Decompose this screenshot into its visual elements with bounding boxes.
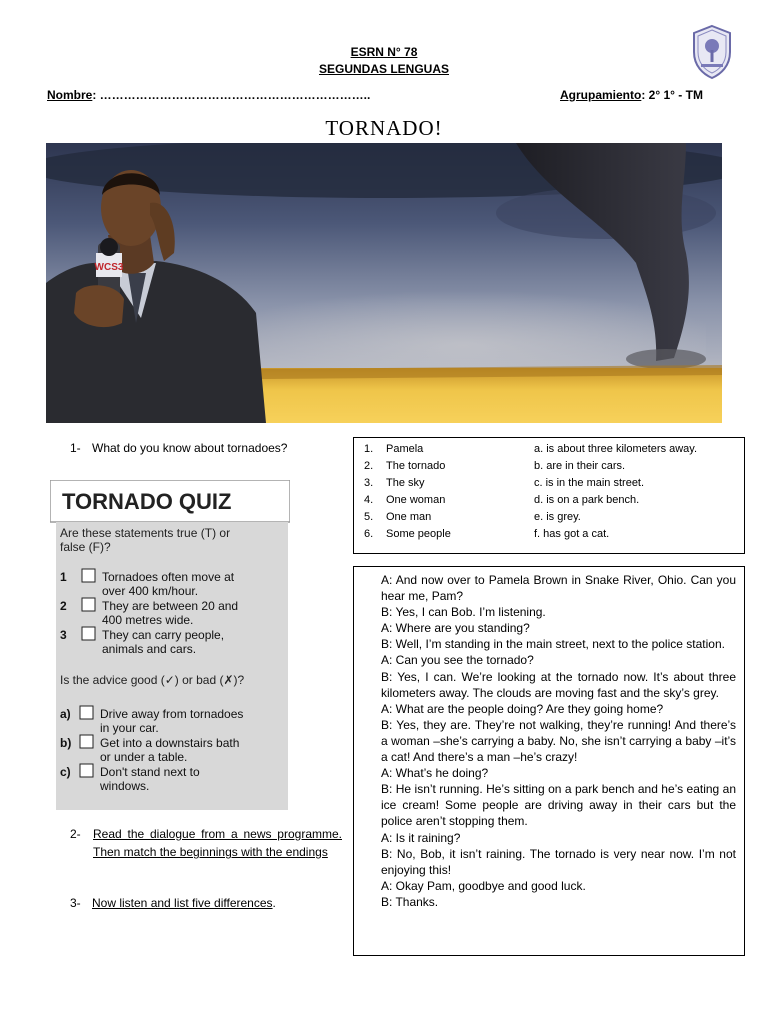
agrupamiento-value: : 2° 1° - TM <box>641 88 703 102</box>
question-1-text: What do you know about tornadoes? <box>92 441 288 455</box>
matching-number: 6. <box>364 528 374 540</box>
quiz-intro-line-1: Are these statements true (T) or <box>60 526 231 540</box>
question-3-number: 3- <box>70 896 81 910</box>
matching-ending: a. is about three kilometers away. <box>534 443 698 455</box>
dialogue-line: A: Can you see the tornado? <box>381 653 534 668</box>
advice-b-line-1: Get into a downstairs bath <box>100 736 240 750</box>
department-name: SEGUNDAS LENGUAS <box>318 62 449 76</box>
matching-number: 3. <box>364 477 374 489</box>
matching-ending: e. is grey. <box>534 511 581 523</box>
dialogue-text <box>381 572 736 910</box>
statement-3-line-1: They can carry people, <box>102 628 225 642</box>
question-2-text: Read the dialogue from a news programme. Then match the beginnings with the endings <box>93 827 342 859</box>
matching-beginning: One man <box>386 511 432 523</box>
mic-flag-text: WCS3 <box>94 262 124 273</box>
statement-1-line-2: over 400 km/hour. <box>102 584 199 598</box>
matching-number: 1. <box>364 443 374 455</box>
school-shield-logo <box>690 24 734 80</box>
advice-b-checkbox[interactable] <box>80 735 93 748</box>
dialogue-box <box>353 566 745 956</box>
nombre-label: Nombre <box>47 88 93 102</box>
matching-row <box>354 511 744 528</box>
tornado-quiz-box <box>50 480 290 810</box>
reporter-tornado-photo <box>46 143 722 423</box>
advice-b-line-2: or under a table. <box>100 750 188 764</box>
dialogue-line: A: And now over to Pamela Brown in Snake River, Ohio. Can you hear me, Pam? <box>381 573 736 604</box>
dialogue-line: B: No, Bob, it isn’t raining. The tornado is very near now. I’m not enjoying this! <box>381 846 736 877</box>
quiz-title: TORNADO QUIZ <box>62 489 232 514</box>
statement-3-checkbox[interactable] <box>82 627 95 640</box>
matching-box <box>353 437 745 554</box>
statement-3-number: 3 <box>60 628 67 642</box>
matching-ending: c. is in the main street. <box>534 477 645 489</box>
matching-number: 4. <box>364 494 374 506</box>
matching-ending: d. is on a park bench. <box>534 494 640 506</box>
matching-beginning: Some people <box>386 528 451 540</box>
dialogue-line: B: Yes, I can Bob. I’m listening. <box>381 605 546 620</box>
statement-2-line-1: They are between 20 and <box>102 599 239 613</box>
dialogue-line: A: Okay Pam, goodbye and good luck. <box>381 878 586 893</box>
advice-c-label: c) <box>60 765 71 779</box>
question-2-number: 2- <box>70 827 81 841</box>
statement-2-line-2: 400 metres wide. <box>102 613 194 627</box>
matching-beginning: Pamela <box>386 443 424 455</box>
advice-b-label: b) <box>60 736 72 750</box>
matching-row <box>354 494 744 511</box>
question-3-text: Now listen and list five differences <box>92 896 273 910</box>
dialogue-line: B: Well, I’m standing in the main street, next to the police station. <box>381 637 725 652</box>
question-2 <box>70 825 342 861</box>
agrupamiento-label: Agrupamiento <box>560 88 642 102</box>
statement-1-checkbox[interactable] <box>82 569 95 582</box>
nombre-field <box>47 88 370 102</box>
advice-intro: Is the advice good (✓) or bad (✗)? <box>60 673 245 687</box>
matching-row <box>354 528 744 545</box>
nombre-blank: : ………………………………………………………….. <box>92 88 371 102</box>
matching-row <box>354 443 744 460</box>
matching-row <box>354 460 744 477</box>
dialogue-line: A: What are the people doing? Are they going home? <box>381 701 664 716</box>
matching-row <box>354 477 744 494</box>
matching-ending: f. has got a cat. <box>534 528 610 540</box>
statement-1-number: 1 <box>60 570 67 584</box>
matching-ending: b. are in their cars. <box>534 460 626 472</box>
advice-a-checkbox[interactable] <box>80 706 93 719</box>
matching-beginning: The tornado <box>386 460 446 472</box>
matching-beginning: The sky <box>386 477 425 489</box>
dialogue-line: B: Thanks. <box>381 894 439 909</box>
worksheet-title: TORNADO! <box>325 116 443 140</box>
quiz-intro-line-2: false (F)? <box>60 540 111 554</box>
matching-number: 5. <box>364 511 374 523</box>
question-3 <box>70 896 276 910</box>
advice-a-line-2: in your car. <box>100 721 159 735</box>
advice-c-line-1: Don't stand next to <box>100 765 200 779</box>
question-1 <box>70 441 287 455</box>
matching-number: 2. <box>364 460 374 472</box>
advice-a-label: a) <box>60 707 71 721</box>
dialogue-line: B: Yes, they are. They’re not walking, they’re running! And there’s a woman –she’s carrying a baby. No, she isn’t carrying a baby –it’s a cat! And there’s a man –he’s crazy! <box>381 717 736 765</box>
advice-c-line-2: windows. <box>100 779 150 793</box>
question-3-period: . <box>272 896 276 910</box>
advice-a-line-1: Drive away from tornadoes <box>100 707 244 721</box>
matching-beginning: One woman <box>386 494 446 506</box>
agrupamiento-field <box>560 88 703 102</box>
dialogue-line: B: He isn’t running. He’s sitting on a park bench and he’s eating an ice cream! Some people are driving away in their cars but the police aren’t stopping them. <box>381 782 736 829</box>
statement-3-line-2: animals and cars. <box>102 642 197 656</box>
question-1-number: 1- <box>70 441 81 455</box>
dialogue-line: A: What’s he doing? <box>381 766 489 781</box>
statement-1-line-1: Tornadoes often move at <box>102 570 235 584</box>
dialogue-line: A: Where are you standing? <box>381 621 530 636</box>
advice-c-checkbox[interactable] <box>80 764 93 777</box>
school-name: ESRN N° 78 <box>350 45 418 59</box>
dialogue-line: A: Is it raining? <box>381 830 461 845</box>
dialogue-line: B: Yes, I can. We’re looking at the tornado now. It’s about three kilometers away. The clouds are moving fast and the sky’s grey. <box>381 669 736 700</box>
statement-2-checkbox[interactable] <box>82 598 95 611</box>
statement-2-number: 2 <box>60 599 67 613</box>
